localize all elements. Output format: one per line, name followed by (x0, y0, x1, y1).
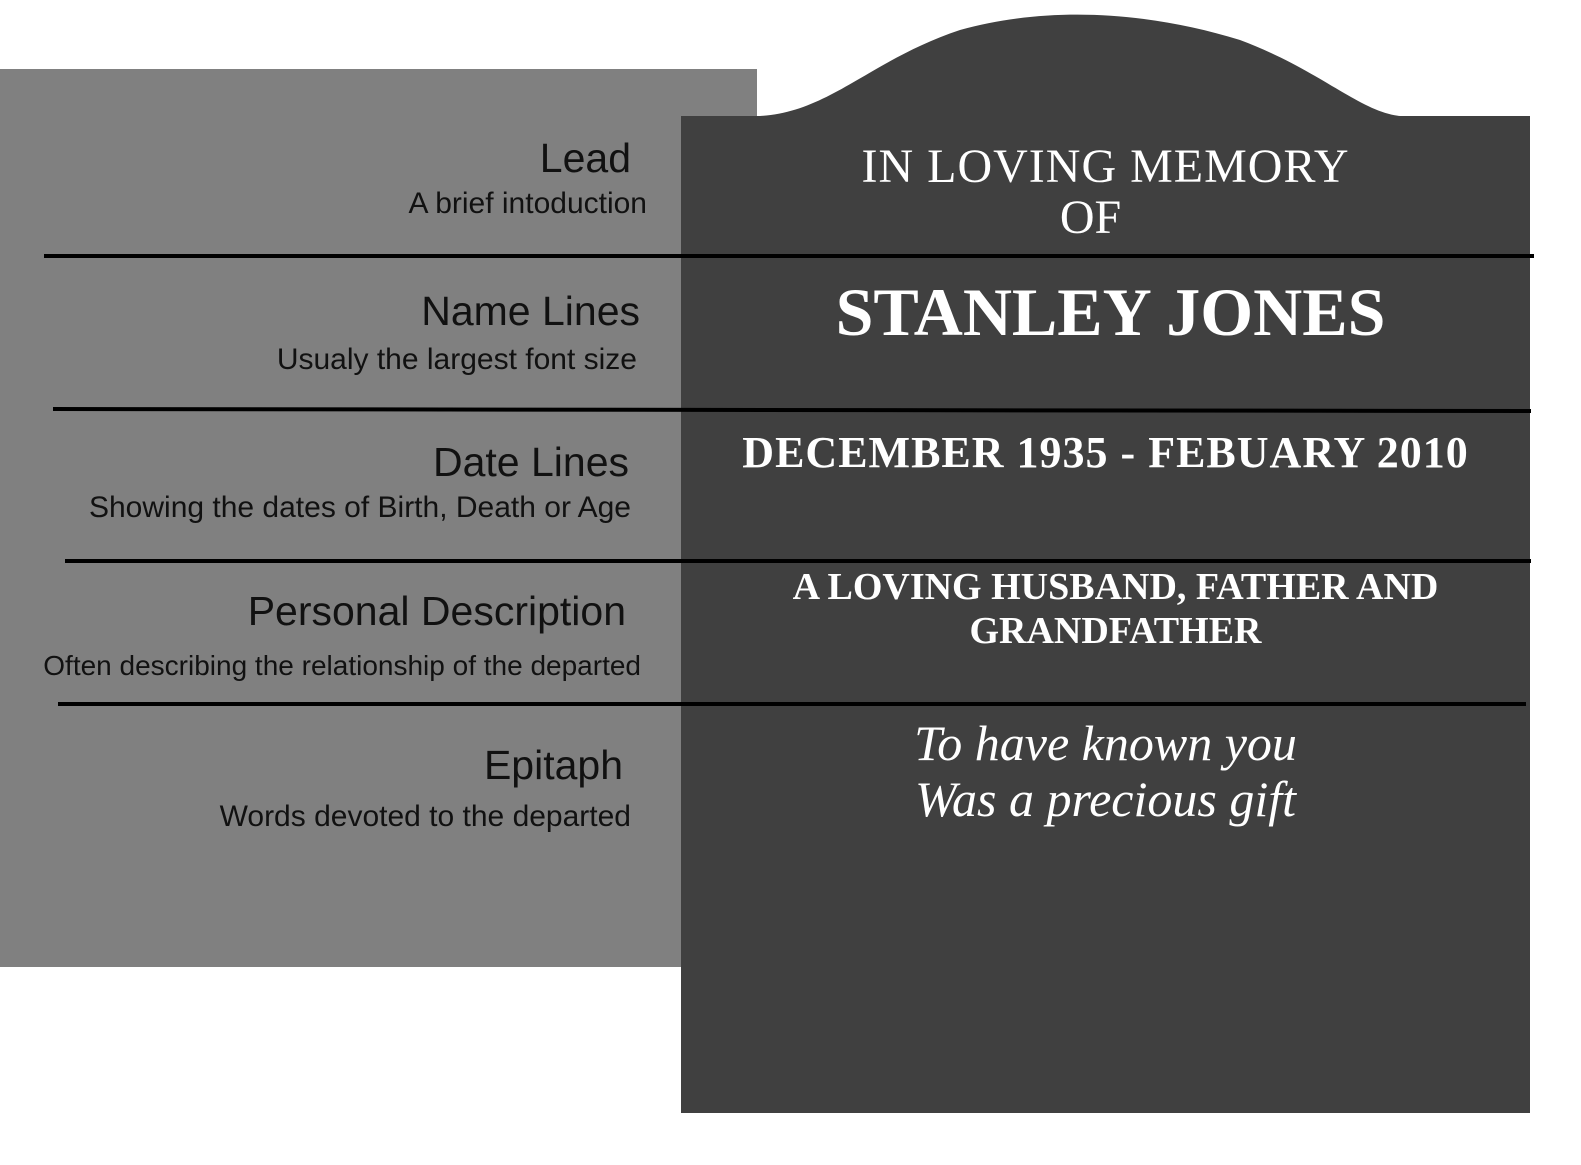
section-description-date-lines: Showing the dates of Birth, Death or Age (88, 491, 631, 524)
section-title-name-lines: Name Lines (421, 288, 640, 334)
section-title-epitaph: Epitaph (483, 742, 623, 788)
section-title-date-lines: Date Lines (432, 439, 629, 485)
inscription-lead-line-1: IN LOVING MEMORY (861, 140, 1350, 193)
section-description-personal-description: Often describing the relationship of the departed (43, 650, 641, 681)
inscription-description-line-2: GRANDFATHER (969, 610, 1262, 652)
inscription-description-line-1: A LOVING HUSBAND, FATHER AND (792, 566, 1439, 608)
section-description-lead: A brief intoduction (408, 187, 647, 220)
inscription-epitaph-line-2: Was a precious gift (914, 771, 1297, 827)
section-title-personal-description: Personal Description (247, 588, 626, 634)
section-description-epitaph: Words devoted to the departed (219, 800, 631, 833)
section-description-name-lines: Usualy the largest font size (276, 343, 637, 376)
section-title-lead: Lead (539, 135, 631, 181)
section-divider (58, 702, 1526, 706)
inscription-epitaph-line-1: To have known you (914, 715, 1297, 771)
section-divider (44, 254, 1534, 258)
inscription-name: STANLEY JONES (835, 274, 1386, 350)
section-divider (65, 559, 1531, 563)
inscription-dates: DECEMBER 1935 - FEBUARY 2010 (742, 428, 1469, 477)
inscription-lead-line-2: OF (1059, 191, 1122, 244)
